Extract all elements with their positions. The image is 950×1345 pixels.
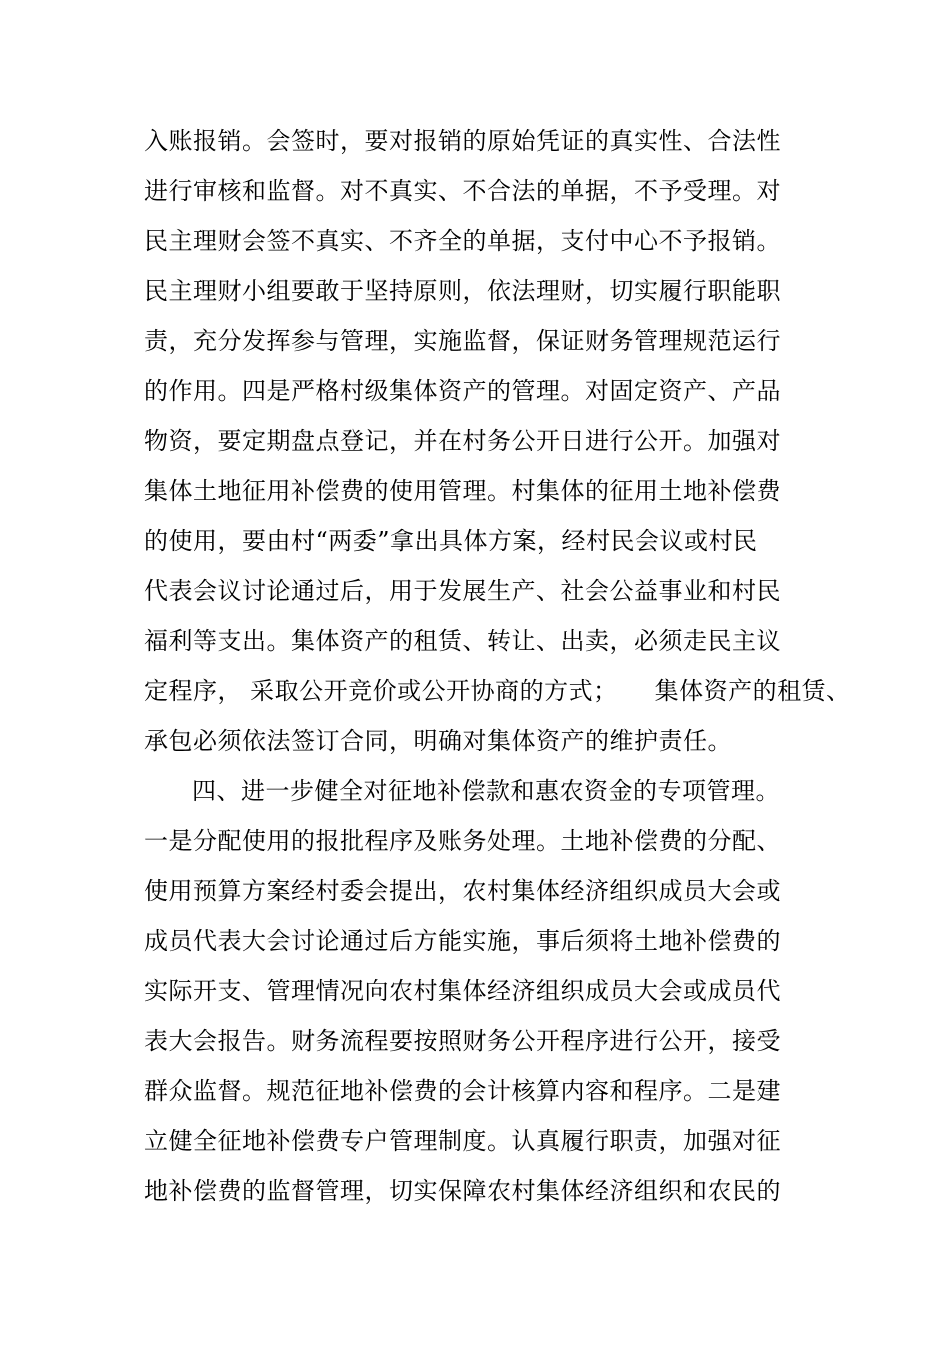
- text-line: 定程序， 采取公开竞价或公开协商的方式； 集体资产的租赁、: [144, 677, 851, 705]
- text-line: 实际开支、管理情况向农村集体经济组织成员大会或成员代: [144, 977, 781, 1005]
- text-line: 责，充分发挥参与管理，实施监督，保证财务管理规范运行: [144, 327, 781, 355]
- text-line: 群众监督。规范征地补偿费的会计核算内容和程序。二是建: [144, 1077, 781, 1105]
- text-line: 立健全征地补偿费专户管理制度。认真履行职责，加强对征: [144, 1127, 781, 1155]
- text-line: 入账报销。会签时，要对报销的原始凭证的真实性、合法性: [144, 127, 781, 155]
- text-line: 集体土地征用补偿费的使用管理。村集体的征用土地补偿费: [144, 477, 781, 505]
- text-line: 的使用，要由村“两委”拿出具体方案，经村民会议或村民: [144, 527, 758, 555]
- text-line: 的作用。四是严格村级集体资产的管理。对固定资产、产品: [144, 377, 781, 405]
- section-heading-line: 四、进一步健全对征地补偿款和惠农资金的专项管理。: [192, 777, 780, 805]
- text-line: 使用预算方案经村委会提出，农村集体经济组织成员大会或: [144, 877, 781, 905]
- text-line: 代表会议讨论通过后，用于发展生产、社会公益事业和村民: [144, 577, 781, 605]
- text-line: 地补偿费的监督管理，切实保障农村集体经济组织和农民的: [144, 1177, 781, 1205]
- body-text: [144, 116, 851, 1216]
- text-line: 物资，要定期盘点登记，并在村务公开日进行公开。加强对: [144, 427, 781, 455]
- text-line: 民主理财小组要敢于坚持原则，依法理财，切实履行职能职: [144, 277, 781, 305]
- text-line: 承包必须依法签订合同，明确对集体资产的维护责任。: [144, 727, 732, 755]
- text-line: 一是分配使用的报批程序及账务处理。土地补偿费的分配、: [144, 827, 781, 855]
- text-line: 成员代表大会讨论通过后方能实施，事后须将土地补偿费的: [144, 927, 781, 955]
- text-line: 福利等支出。集体资产的租赁、转让、出卖，必须走民主议: [144, 627, 781, 655]
- text-line: 进行审核和监督。对不真实、不合法的单据，不予受理。对: [144, 177, 781, 205]
- text-line: 民主理财会签不真实、不齐全的单据，支付中心不予报销。: [144, 227, 781, 255]
- text-line: 表大会报告。财务流程要按照财务公开程序进行公开，接受: [144, 1027, 781, 1055]
